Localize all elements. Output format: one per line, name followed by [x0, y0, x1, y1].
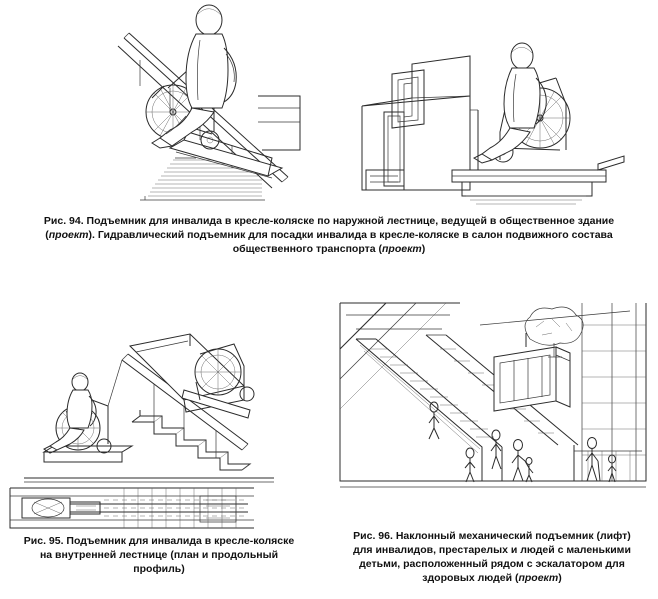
figure-96-drawing — [330, 295, 656, 525]
figure-95-illustration — [4, 300, 320, 530]
figure-96-caption-line-3: детьми, расположенный рядом с эскалатором для — [359, 558, 625, 570]
figure-94-caption — [8, 214, 650, 256]
figure-95-caption-line-2: на внутренней лестнице (план и продольный — [39, 549, 279, 561]
figure-96-caption-line-4: здоровых людей (проект) — [422, 572, 562, 584]
figure-96-caption-line-1: Рис. 96. Наклонный механический подъемник (лифт) — [353, 530, 631, 542]
figure-94-drawing — [0, 0, 658, 212]
figure-96-caption-line-2: для инвалидов, престарелых и людей с маленькими — [353, 544, 631, 556]
figure-94-caption-line-1: Рис. 94. Подъемник для инвалида в кресле-коляске по наружной лестнице, ведущей в общественное здание — [43, 215, 615, 227]
figure-95-caption-line-3: профиль) — [133, 563, 185, 575]
figure-94-illustration — [0, 0, 658, 212]
figure-95-drawing — [4, 300, 320, 530]
figure-95-caption-line-1: Рис. 95. Подъемник для инвалида в кресле-коляске — [23, 535, 295, 547]
figure-96-caption — [328, 529, 656, 585]
figure-94-caption-line-2: (проект). Гидравлический подъемник для посадки инвалида в кресле-коляске в салон подвижного состава — [45, 229, 613, 241]
figure-95-caption — [4, 534, 314, 576]
figure-94-caption-line-3: общественного транспорта (проект) — [232, 243, 426, 255]
figure-96-illustration — [330, 295, 656, 525]
